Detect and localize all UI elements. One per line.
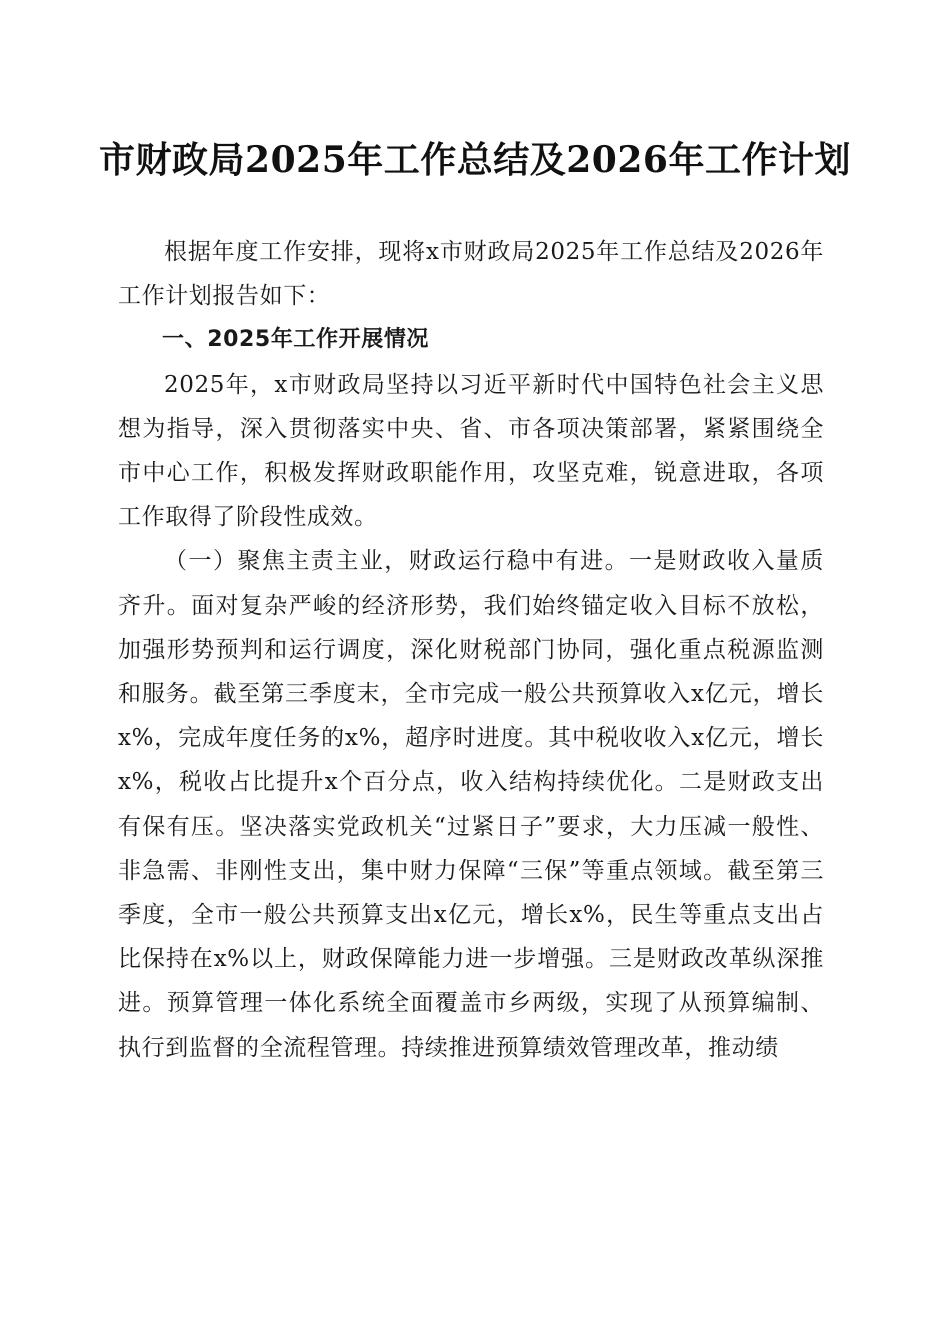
intro-paragraph: 根据年度工作安排，现将x市财政局2025年工作总结及2026年工作计划报告如下： <box>118 239 824 310</box>
document-body <box>118 230 824 1070</box>
subsection-paragraph: （一）聚焦主责主业，财政运行稳中有进。一是财政收入量质齐升。面对复杂严峻的经济形势，我们始终锚定收入目标不放松，加强形势预判和运行调度，深化财税部门协同，强化重点税源监测和服务。截至第三季度末，全市完成一般公共预算收入x亿元，增长x%，完成年度任务的x%，超序时进度。其中税收收入x亿元，增长x%，税收占比提升x个百分点，收入结构持续优化。二是财政支出有保有压。坚决落实党政机关“过紧日子”要求，大力压减一般性、非急需、非刚性支出，集中财力保障“三保”等重点领域。截至第三季度，全市一般公共预算支出x亿元，增长x%，民生等重点支出占比保持在x%以上，财政保障能力进一步增强。三是财政改革纵深推进。预算管理一体化系统全面覆盖市乡两级，实现了从预算编制、执行到监督的全流程管理。持续推进预算绩效管理改革，推动绩 <box>118 548 824 1061</box>
document-title: 市财政局2025年工作总结及2026年工作计划 <box>99 139 851 181</box>
section-heading: 一、2025年工作开展情况 <box>162 327 430 353</box>
section-paragraph: 2025年，x市财政局坚持以习近平新时代中国特色社会主义思想为指导，深入贯彻落实中央、省、市各项决策部署，紧紧围绕全市中心工作，积极发挥财政职能作用，攻坚克难，锐意进取，各项工作取得了阶段性成效。 <box>118 371 824 531</box>
